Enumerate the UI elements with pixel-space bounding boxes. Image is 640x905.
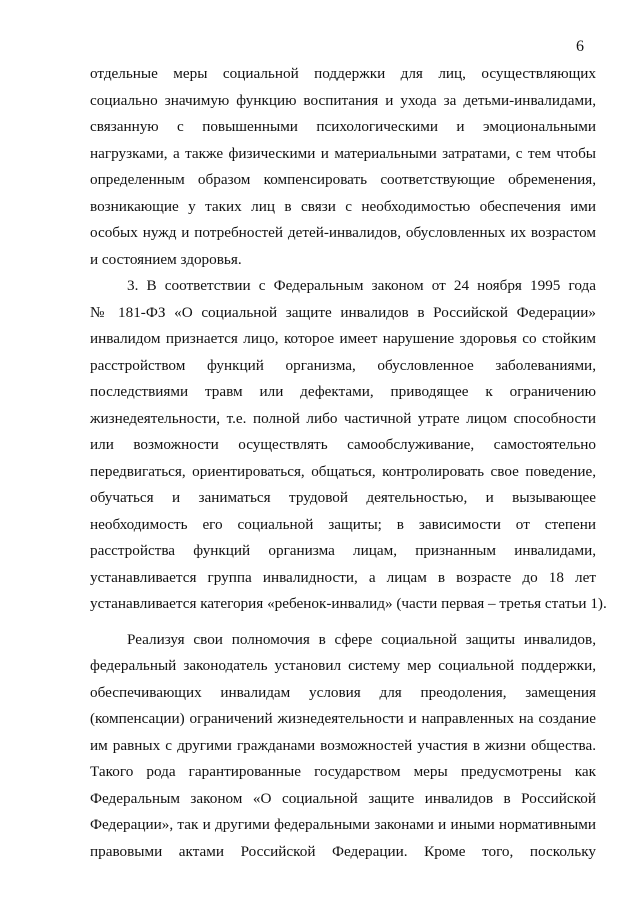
paragraph-2 [90,273,607,618]
text-line: последствиями травм или дефектами, приводящее к ограничению [90,383,596,400]
paragraph-1 [90,61,596,273]
text-line: определенным образом компенсировать соответствующие обременения, [90,171,596,188]
page-number: 6 [576,38,584,55]
text-line: отдельные меры социальной поддержки для лиц, осуществляющих [90,65,596,82]
text-line: Реализуя свои полномочия в сфере социальной защиты инвалидов, [127,630,596,648]
text-line: федеральный законодатель установил систему мер социальной поддержки, [90,657,596,674]
text-line: (компенсации) ограничений жизнедеятельности и направленных на создание [90,710,596,727]
text-line: устанавливается группа инвалидности, а лицам в возрасте до 18 лет [90,568,596,586]
text-line: Федеральным законом «О социальной защите инвалидов в Российской [90,789,596,807]
text-line: им равных с другими гражданами возможностей участия в жизни общества. [90,736,596,754]
text-line: особых нужд и потребностей детей-инвалидов, обусловленных их возрастом [90,224,596,241]
text-line: расстройства функций организма лицам, признанным инвалидами, [90,542,596,559]
text-line: возникающие у таких лиц в связи с необходимостью обеспечения ими [90,197,596,215]
text-line: необходимость его социальной защиты; в зависимости от степени [90,515,596,533]
document-body [90,61,607,865]
text-line: нагрузками, а также физическими и материальными затратами, с тем чтобы [90,144,596,162]
text-line: обеспечивающих инвалидам условия для преодоления, замещения [90,683,596,701]
paragraph-3 [90,627,596,866]
text-line: № 181-ФЗ «О социальной защите инвалидов в Российской Федерации» [90,303,596,321]
text-line: устанавливается категория «ребенок-инвалид» (части первая – третья статьи 1). [90,595,607,612]
text-line: обучаться и заниматься трудовой деятельностью, и вызывающее [90,489,596,506]
text-line: передвигаться, ориентироваться, общаться, контролировать свое поведение, [90,462,596,480]
paragraph-gap [90,618,596,627]
text-line: или возможности осуществлять самообслуживание, самостоятельно [90,436,596,453]
text-line: жизнедеятельности, т.е. полной либо частичной утрате лицом способности [90,409,596,427]
text-line: инвалидом признается лицо, которое имеет нарушение здоровья со стойким [90,330,596,347]
text-line: 3. В соответствии с Федеральным законом от 24 ноября 1995 года [127,277,596,294]
text-line: социально значимую функцию воспитания и ухода за детьми-инвалидами, [90,91,596,109]
text-line: Такого рода гарантированные государством меры предусмотрены как [90,763,596,780]
text-line: правовыми актами Российской Федерации. Кроме того, поскольку [90,842,596,860]
text-line: Федерации», так и другими федеральными законами и иными нормативными [90,816,596,833]
text-line: расстройством функций организма, обусловленное заболеваниями, [90,356,596,374]
text-line: связанную с повышенными психологическими и эмоциональными [90,118,596,135]
text-line: и состоянием здоровья. [90,250,242,268]
